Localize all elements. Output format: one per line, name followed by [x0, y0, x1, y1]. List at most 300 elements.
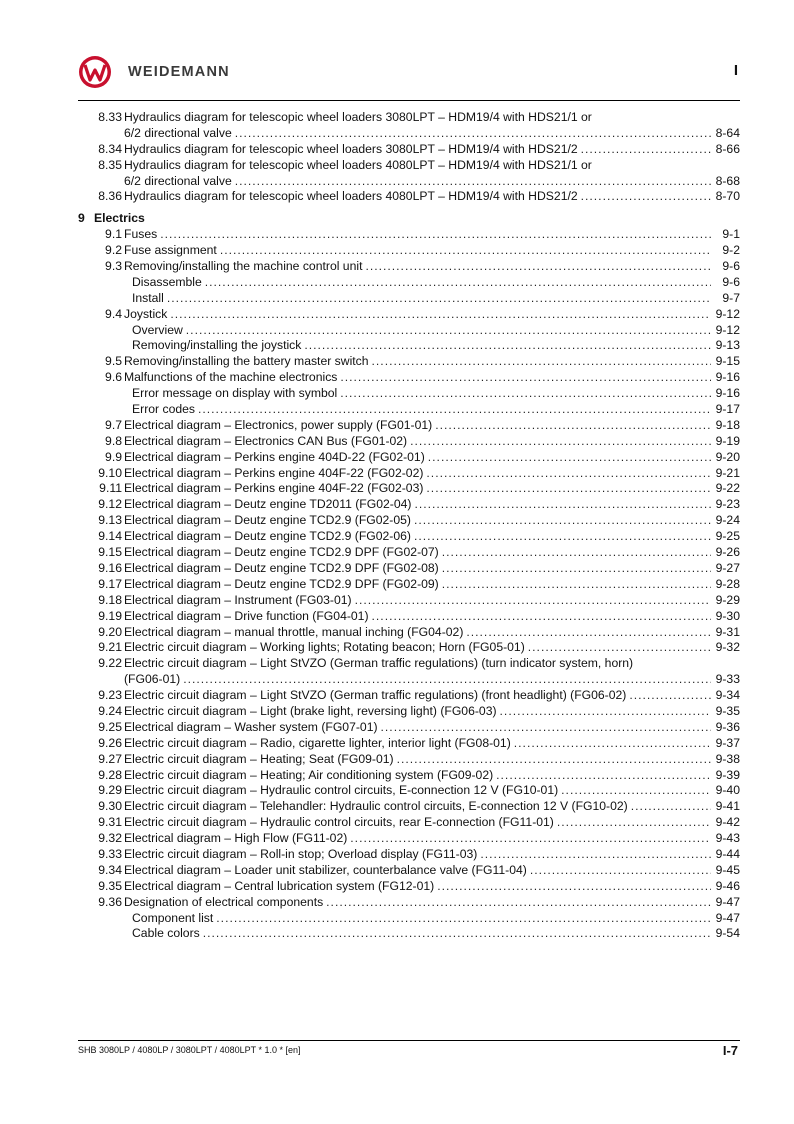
toc-entry-row[interactable] — [124, 831, 740, 847]
toc-entry-row[interactable] — [124, 126, 740, 142]
toc-entry-row[interactable] — [124, 466, 740, 482]
toc-entry-row[interactable] — [124, 545, 740, 561]
dot-leader — [414, 529, 711, 545]
toc-entry-row[interactable] — [132, 911, 740, 927]
toc-entry-title: Hydraulics diagram for telescopic wheel loaders 3080LPT – HDM19/4 with HDS21/2 — [124, 141, 578, 156]
header-rule — [78, 100, 740, 101]
toc-entry-line[interactable] — [78, 338, 740, 354]
toc-entry-row[interactable] — [124, 227, 740, 243]
toc-entry-line[interactable] — [78, 259, 740, 275]
toc-entry-page: 9-47 — [715, 894, 740, 909]
dot-leader — [170, 307, 711, 323]
toc-entry-row[interactable] — [124, 110, 740, 126]
toc-entry-title: Install — [132, 290, 164, 305]
toc-entry-number: 9.29 — [98, 783, 122, 798]
toc-entry-title: Electrical diagram – Deutz engine TD2011 (FG02-04) — [124, 497, 412, 512]
toc-entry-page: 9-2 — [722, 243, 740, 258]
brand-name: WEIDEMANN — [128, 64, 230, 80]
toc-entry-title: Electrical diagram – Loader unit stabilizer, counterbalance valve (FG11-04) — [124, 862, 527, 877]
toc-entry-line[interactable] — [78, 402, 740, 418]
toc-entry-title: 6/2 directional valve — [124, 125, 232, 140]
toc-entry-row[interactable] — [124, 450, 740, 466]
toc-entry-page: 9-7 — [722, 290, 740, 305]
toc-entry-number: 9.5 — [105, 354, 122, 369]
toc-entry-page: 9-30 — [715, 608, 740, 623]
toc-entry-row[interactable] — [124, 672, 740, 688]
toc-entry-page: 9-27 — [715, 560, 740, 575]
toc-entry-line[interactable] — [78, 847, 740, 863]
toc-entry-line[interactable] — [78, 142, 740, 158]
toc-entry-title: Electric circuit diagram – Light StVZO (German traffic regulations) (turn indicator system, horn) — [124, 656, 634, 671]
toc-entry-title: Electrical diagram – Deutz engine TCD2.9 DPF (FG02-07) — [124, 545, 439, 560]
toc-entry-page: 9-38 — [715, 751, 740, 766]
toc-entry-line[interactable] — [78, 370, 740, 386]
toc-entry-number: 9.18 — [98, 592, 122, 607]
toc-entry-row[interactable] — [124, 259, 740, 275]
toc-entry-page: 9-41 — [715, 799, 740, 814]
dot-leader — [414, 513, 711, 529]
toc-entry-row[interactable] — [124, 640, 740, 656]
toc-entry-number: 9.28 — [98, 767, 122, 782]
toc-entry-row[interactable] — [124, 561, 740, 577]
toc-entry-title: Electric circuit diagram – Radio, cigarette lighter, interior light (FG08-01) — [124, 735, 511, 750]
toc-entry-page: 9-45 — [715, 862, 740, 877]
toc-entry-number: 9.20 — [98, 624, 122, 639]
toc-entry-line[interactable] — [78, 783, 740, 799]
dot-leader — [326, 895, 711, 911]
page-header — [78, 55, 740, 95]
toc-entry-line[interactable] — [78, 466, 740, 482]
toc-entry-number: 9.36 — [98, 894, 122, 909]
dot-leader — [410, 434, 711, 450]
toc-entry-page: 8-64 — [715, 125, 740, 140]
dot-leader — [496, 768, 711, 784]
toc-entry-row[interactable] — [124, 720, 740, 736]
dot-leader — [561, 783, 711, 799]
toc-entry-title: Hydraulics diagram for telescopic wheel loaders 3080LPT – HDM19/4 with HDS21/1 or — [124, 110, 592, 124]
toc-entry-page: 9-34 — [715, 688, 740, 703]
dot-leader — [350, 831, 711, 847]
toc-entry-row[interactable] — [124, 688, 740, 704]
toc-entry-title: Electric circuit diagram – Heating; Seat (FG09-01) — [124, 751, 394, 766]
toc-entry-line[interactable] — [78, 158, 740, 174]
toc-entry-title: Electrical diagram – Deutz engine TCD2.9 (FG02-05) — [124, 513, 411, 528]
toc-entry-number: 9.2 — [105, 243, 122, 258]
page-number: I-7 — [722, 1043, 738, 1058]
dot-leader — [426, 481, 711, 497]
toc-entry-row[interactable] — [132, 402, 740, 418]
toc-entry-row[interactable] — [124, 529, 740, 545]
toc-entry-page: 9-26 — [715, 545, 740, 560]
toc-entry-title: Overview — [132, 322, 183, 337]
toc-entry-row[interactable] — [124, 863, 740, 879]
toc-entry-title: Error message on display with symbol — [132, 386, 338, 401]
toc-entry-page: 9-40 — [715, 783, 740, 798]
toc-entry-row[interactable] — [124, 434, 740, 450]
dot-leader — [183, 672, 711, 688]
toc-entry-number: 9.27 — [98, 751, 122, 766]
toc-entry-title: Removing/installing the battery master switch — [124, 354, 369, 369]
toc-entry-line[interactable] — [78, 307, 740, 323]
toc-entry-page: 9-12 — [715, 322, 740, 337]
toc-entry-number: 9.7 — [105, 417, 122, 432]
toc-entry-line[interactable] — [78, 450, 740, 466]
toc-entry-title: Electrical diagram – Perkins engine 404D-22 (FG02-01) — [124, 449, 425, 464]
toc-entry-number: 9.24 — [98, 703, 122, 718]
dot-leader — [435, 418, 711, 434]
toc-entry-title: Electrical diagram – Electronics CAN Bus (FG01-02) — [124, 433, 408, 448]
dot-leader — [167, 291, 711, 307]
toc-entry-title: Electric circuit diagram – Light StVZO (German traffic regulations) (front headlight) (FG06-02) — [124, 688, 627, 703]
toc-entry-page: 8-70 — [715, 189, 740, 204]
toc-entry-number: 9.32 — [98, 831, 122, 846]
dot-leader — [466, 625, 711, 641]
toc-entry-line[interactable] — [78, 895, 740, 911]
toc-entry-number: 9.13 — [98, 513, 122, 528]
dot-leader — [581, 142, 711, 158]
toc-entry-page: 9-35 — [715, 703, 740, 718]
toc-entry-title: Electric circuit diagram – Telehandler: Hydraulic control circuits, E-connection 12 V (FG10-02) — [124, 799, 628, 814]
toc-entry-line[interactable] — [78, 386, 740, 402]
toc-entry-line[interactable] — [78, 656, 740, 672]
toc-entry-line[interactable] — [78, 275, 740, 291]
toc-entry-title: Removing/installing the joystick — [132, 338, 302, 353]
toc-entry-title: Electrical diagram – Washer system (FG07-01) — [124, 719, 378, 734]
toc-entry-page: 9-39 — [715, 767, 740, 782]
dot-leader — [581, 189, 711, 205]
toc-entry-line[interactable] — [78, 768, 740, 784]
toc-entry-row[interactable] — [124, 625, 740, 641]
toc-entry-line[interactable] — [78, 243, 740, 259]
toc-entry-page: 9-36 — [715, 719, 740, 734]
toc-entry-row[interactable] — [124, 895, 740, 911]
toc-entry-page: 9-42 — [715, 815, 740, 830]
toc-entry-row[interactable] — [124, 704, 740, 720]
toc-entry-line[interactable] — [78, 863, 740, 879]
toc-entry-page: 9-13 — [715, 338, 740, 353]
toc-entry-line[interactable] — [78, 593, 740, 609]
dot-leader — [442, 561, 711, 577]
toc-entry-row[interactable] — [124, 656, 740, 672]
toc-entry-line[interactable] — [78, 720, 740, 736]
toc-entry-title: Designation of electrical components — [124, 894, 324, 909]
toc-entry-title: Electrical diagram – Deutz engine TCD2.9 DPF (FG02-09) — [124, 576, 439, 591]
dot-leader — [372, 354, 711, 370]
toc-entry-title: Electrical diagram – Perkins engine 404F-22 (FG02-02) — [124, 465, 424, 480]
toc-entry-number: 9.11 — [99, 481, 122, 496]
toc-entry-number: 9.31 — [98, 815, 122, 830]
toc-entry-number: 8.33 — [98, 110, 122, 124]
toc-entry-title: Electrical diagram – Deutz engine TCD2.9 (FG02-06) — [124, 529, 411, 544]
toc-entry-page: 9-43 — [715, 831, 740, 846]
toc-entry-line[interactable] — [78, 354, 740, 370]
toc-entry-page: 9-47 — [715, 910, 740, 925]
toc-entry-number: 9.34 — [98, 862, 122, 877]
toc-entry-line[interactable] — [78, 529, 740, 545]
dot-leader — [372, 609, 711, 625]
toc-entry-page: 9-20 — [715, 449, 740, 464]
toc-entry-title: Electric circuit diagram – Working lights; Rotating beacon; Horn (FG05-01) — [124, 640, 525, 655]
toc-entry-title: Malfunctions of the machine electronics — [124, 370, 338, 385]
toc-entry-page: 9-12 — [715, 306, 740, 321]
toc-entry-page: 9-21 — [715, 465, 740, 480]
toc-entry-line[interactable] — [78, 577, 740, 593]
toc-entry-row[interactable] — [124, 879, 740, 895]
toc-entry-title: Disassemble — [132, 274, 202, 289]
toc-entry-line[interactable] — [78, 672, 740, 688]
toc-entry-row[interactable] — [132, 275, 740, 291]
toc-entry-page: 9-6 — [722, 274, 740, 289]
toc-entry-line[interactable] — [78, 481, 740, 497]
toc-entry-page: 9-19 — [715, 433, 740, 448]
toc-entry-page: 9-25 — [715, 529, 740, 544]
toc-entry-row[interactable] — [132, 323, 740, 339]
toc-entry-title: Electrical diagram – Instrument (FG03-01) — [124, 592, 352, 607]
toc-entry-line[interactable] — [78, 513, 740, 529]
toc-entry-title: Error codes — [132, 402, 195, 417]
toc-entry-title: Fuses — [124, 227, 158, 242]
toc-entry-page: 9-37 — [715, 735, 740, 750]
toc-entry-number: 9.25 — [98, 719, 122, 734]
toc-entry-line[interactable] — [78, 189, 740, 205]
toc-entry-number: 9.1 — [105, 227, 122, 242]
toc-entry-page: 9-44 — [715, 846, 740, 861]
toc-entry-title: Electric circuit diagram – Light (brake light, reversing light) (FG06-03) — [124, 703, 497, 718]
dot-leader — [442, 545, 711, 561]
toc-entry-page: 9-16 — [715, 386, 740, 401]
toc-entry-row[interactable] — [124, 577, 740, 593]
dot-leader — [160, 227, 711, 243]
toc-entry-row[interactable] — [124, 593, 740, 609]
toc-entry-title: Removing/installing the machine control unit — [124, 259, 363, 274]
toc-entry-title: Fuse assignment — [124, 243, 217, 258]
dot-leader — [514, 736, 711, 752]
toc-entry-number: 9.33 — [98, 846, 122, 861]
toc-entry-number: 9.30 — [98, 799, 122, 814]
toc-entry-page: 9-23 — [715, 497, 740, 512]
toc-entry-row[interactable] — [124, 783, 740, 799]
toc-entry-number: 9.22 — [98, 656, 122, 671]
section-title: Electrics — [94, 211, 145, 226]
dot-leader — [397, 752, 711, 768]
toc-entry-page: 9-16 — [715, 370, 740, 385]
dot-leader — [414, 497, 711, 513]
toc-entry-row[interactable] — [124, 243, 740, 259]
dot-leader — [365, 259, 711, 275]
toc-entry-row[interactable] — [124, 513, 740, 529]
toc-entry-row[interactable] — [124, 307, 740, 323]
toc-entry-page: 9-15 — [715, 354, 740, 369]
toc-entry-line[interactable] — [78, 926, 740, 942]
toc-entry-row[interactable] — [124, 142, 740, 158]
toc-entry-number: 9.19 — [98, 608, 122, 623]
dot-leader — [340, 386, 711, 402]
chapter-mark: I — [733, 62, 738, 79]
toc-entry-number: 8.34 — [98, 141, 122, 156]
toc-entry-line[interactable] — [78, 323, 740, 339]
toc-entry-line[interactable] — [78, 815, 740, 831]
toc-entry-line[interactable] — [78, 227, 740, 243]
toc-entry-line[interactable] — [78, 291, 740, 307]
toc-entry-page: 9-18 — [715, 417, 740, 432]
toc-entry-row[interactable] — [124, 736, 740, 752]
toc-entry-title: Cable colors — [132, 926, 200, 941]
toc-entry-row[interactable] — [124, 158, 740, 174]
toc-entry-number: 9.35 — [98, 878, 122, 893]
toc-entry-line[interactable] — [78, 640, 740, 656]
toc-entry-line[interactable] — [78, 174, 740, 190]
toc-entry-row[interactable] — [124, 418, 740, 434]
toc-entry-line[interactable] — [78, 126, 740, 142]
toc-entry-title: Hydraulics diagram for telescopic wheel loaders 4080LPT – HDM19/4 with HDS21/2 — [124, 189, 578, 204]
toc-entry-number: 8.35 — [98, 157, 122, 172]
toc-entry-number: 9.26 — [98, 735, 122, 750]
document-reference: SHB 3080LP / 4080LP / 3080LPT / 4080LPT * 1.0 * [en] — [78, 1045, 301, 1055]
toc-entry-title: (FG06-01) — [124, 672, 181, 687]
toc-entry-title: Hydraulics diagram for telescopic wheel loaders 4080LPT – HDM19/4 with HDS21/1 or — [124, 157, 592, 172]
toc-entry-title: Electric circuit diagram – Roll-in stop; Overload display (FG11-03) — [124, 846, 478, 861]
toc-entry-number: 9.16 — [98, 560, 122, 575]
toc-entry-line[interactable] — [78, 799, 740, 815]
dot-leader — [437, 879, 711, 895]
toc-entry-title: Electric circuit diagram – Heating; Air conditioning system (FG09-02) — [124, 767, 494, 782]
toc-entry-number: 9.15 — [98, 545, 122, 560]
toc-entry-number: 9.3 — [105, 259, 122, 274]
toc-entry-title: Electrical diagram – Drive function (FG04-01) — [124, 608, 369, 623]
dot-leader — [235, 174, 711, 190]
toc-entry-number: 9.23 — [98, 688, 122, 703]
toc-entry-number: 9.6 — [105, 370, 122, 385]
toc-entry-title: Electrical diagram – Deutz engine TCD2.9 DPF (FG02-08) — [124, 560, 439, 575]
dot-leader — [198, 402, 711, 418]
dot-leader — [528, 640, 711, 656]
toc-entry-row[interactable] — [124, 354, 740, 370]
toc-entry-line[interactable] — [78, 736, 740, 752]
toc-entry-page: 9-32 — [715, 640, 740, 655]
toc-entry-title: Electrical diagram – Perkins engine 404F-22 (FG02-03) — [124, 481, 424, 496]
toc-entry-page: 9-54 — [715, 926, 740, 941]
toc-entry-title: Electric circuit diagram – Hydraulic control circuits, E-connection 12 V (FG10-01) — [124, 783, 559, 798]
dot-leader — [500, 704, 711, 720]
dot-leader — [216, 911, 711, 927]
toc-entry-number: 9.21 — [98, 640, 122, 655]
dot-leader — [304, 338, 711, 354]
toc-entry-title: Electrical diagram – Electronics, power supply (FG01-01) — [124, 417, 433, 432]
toc-entry-title: Joystick — [124, 306, 168, 321]
toc-entry-page: 9-31 — [715, 624, 740, 639]
toc-entry-title: Electrical diagram – manual throttle, manual inching (FG04-02) — [124, 624, 464, 639]
weidemann-logo-icon — [78, 55, 112, 89]
dot-leader — [220, 243, 711, 259]
section-number: 9 — [78, 211, 85, 226]
toc-entry-title: Electrical diagram – High Flow (FG11-02) — [124, 831, 348, 846]
toc-entry-page: 9-1 — [722, 227, 740, 242]
toc-entry-page: 9-46 — [715, 878, 740, 893]
toc-entry-line[interactable] — [78, 497, 740, 513]
dot-leader — [203, 926, 711, 942]
toc-entry-number: 9.12 — [98, 497, 122, 512]
dot-leader — [442, 577, 711, 593]
toc-entry-line[interactable] — [78, 831, 740, 847]
toc-entry-number: 9.14 — [98, 529, 122, 544]
toc-entry-line[interactable] — [78, 609, 740, 625]
toc-entry-row[interactable] — [132, 338, 740, 354]
toc-entry-line[interactable] — [78, 911, 740, 927]
dot-leader — [480, 847, 711, 863]
toc-entry-row[interactable] — [124, 189, 740, 205]
footer-rule — [78, 1040, 740, 1041]
toc-entry-row[interactable] — [124, 370, 740, 386]
toc-entry-row[interactable] — [124, 768, 740, 784]
toc-entry-row[interactable] — [124, 799, 740, 815]
toc-entry-line[interactable] — [78, 434, 740, 450]
toc-entry-title: 6/2 directional valve — [124, 173, 232, 188]
dot-leader — [428, 450, 711, 466]
toc-entry-number: 9.17 — [98, 576, 122, 591]
toc-entry-row[interactable] — [124, 752, 740, 768]
toc-entry-page: 9-33 — [715, 672, 740, 687]
toc-entry-line[interactable] — [78, 418, 740, 434]
toc-entry-row[interactable] — [132, 926, 740, 942]
toc-entry-row[interactable] — [124, 481, 740, 497]
toc-entry-row[interactable] — [124, 815, 740, 831]
table-of-contents — [78, 110, 740, 942]
toc-entry-page: 9-28 — [715, 576, 740, 591]
toc-entry-page: 9-24 — [715, 513, 740, 528]
toc-entry-row[interactable] — [124, 609, 740, 625]
toc-entry-page: 9-22 — [715, 481, 740, 496]
toc-entry-number: 9.10 — [98, 465, 122, 480]
toc-entry-row[interactable] — [124, 174, 740, 190]
dot-leader — [381, 720, 711, 736]
toc-entry-page: 8-66 — [715, 141, 740, 156]
toc-entry-line[interactable] — [78, 545, 740, 561]
toc-entry-page: 9-17 — [715, 402, 740, 417]
toc-entry-title: Electric circuit diagram – Hydraulic control circuits, rear E-connection (FG11-01) — [124, 815, 554, 830]
toc-entry-page: 9-6 — [722, 259, 740, 274]
dot-leader — [186, 323, 711, 339]
dot-leader — [340, 370, 711, 386]
dot-leader — [426, 466, 711, 482]
toc-entry-row[interactable] — [124, 847, 740, 863]
dot-leader — [631, 799, 711, 815]
dot-leader — [205, 275, 711, 291]
toc-entry-line[interactable] — [78, 688, 740, 704]
toc-entry-page: 8-68 — [715, 173, 740, 188]
toc-entry-line[interactable] — [78, 110, 740, 126]
toc-entry-number: 8.36 — [98, 189, 122, 204]
toc-entry-number: 9.9 — [105, 449, 122, 464]
toc-entry-title: Electrical diagram – Central lubrication system (FG12-01) — [124, 878, 435, 893]
toc-entry-line[interactable] — [78, 879, 740, 895]
toc-entry-line[interactable] — [78, 561, 740, 577]
toc-entry-page: 9-29 — [715, 592, 740, 607]
dot-leader — [530, 863, 711, 879]
dot-leader — [355, 593, 711, 609]
toc-entry-number: 9.4 — [105, 306, 122, 321]
dot-leader — [235, 126, 711, 142]
dot-leader — [557, 815, 711, 831]
dot-leader — [629, 688, 711, 704]
toc-entry-line[interactable] — [78, 625, 740, 641]
toc-entry-line[interactable] — [78, 752, 740, 768]
toc-entry-line[interactable] — [78, 704, 740, 720]
toc-entry-row[interactable] — [132, 386, 740, 402]
toc-entry-row[interactable] — [132, 291, 740, 307]
toc-entry-number: 9.8 — [105, 433, 122, 448]
toc-entry-row[interactable] — [124, 497, 740, 513]
toc-entry-title: Component list — [132, 910, 214, 925]
